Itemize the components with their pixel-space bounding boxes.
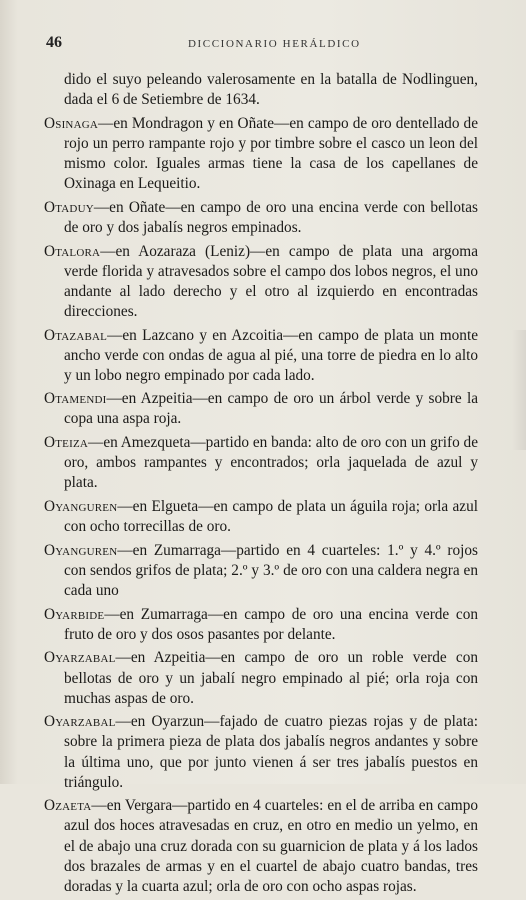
entry-name: Otamendi: [44, 390, 107, 408]
entry-text: —en Elgueta—en campo de plata un águila roja; orla azul con ocho torrecillas de oro.: [64, 498, 478, 536]
entry-text: dido el suyo peleando valerosamente en la batalla de Nodlinguen, dada el 6 de Setiembre de 1634.: [64, 71, 478, 109]
entry-oyarzabal-azpeitia: [44, 648, 478, 708]
page-edge-shadow: [512, 330, 526, 450]
entry-name: Otazabal: [44, 326, 108, 344]
dictionary-text: [44, 70, 478, 900]
running-head: DICCIONARIO HERÁLDICO: [188, 38, 361, 50]
entry-name: Ozaeta: [44, 797, 92, 815]
entry-oyanguren-elgueta: [44, 497, 478, 537]
entry-continuation: [44, 70, 478, 110]
entry-oyarzabal-oyarzun: [44, 712, 478, 792]
entry-text: —en Azpeitia—en campo de oro un árbol verde y sobre la copa una aspa roja.: [64, 390, 478, 428]
entry-text: —en Azpeitia—en campo de oro un roble verde con bellotas de oro y un jabalí negro empinado al pié; orla roja con muchas aspas de oro.: [64, 649, 478, 707]
entry-ozaeta: [44, 796, 478, 896]
entry-name: Otaduy: [44, 198, 94, 216]
entry-osinaga: [44, 114, 478, 194]
entry-name: Osinaga: [44, 114, 99, 132]
entry-text: —en Amezqueta—partido en banda: alto de oro con un grifo de oro, ambos rampantes y encontrados; orla jaquelada de azul y plata.: [64, 434, 478, 492]
entry-text: —en Zumarraga—partido en 4 cuarteles: 1.º y 4.º rojos con sendos grifos de plata; 2.º y 3.º de oro con una caldera negra en cada uno: [64, 541, 478, 599]
entry-oyanguren-zumarraga: [44, 541, 478, 601]
entry-otaduy: [44, 198, 478, 238]
entry-text: —en Vergara—partido en 4 cuarteles: en el de arriba en campo azul dos hoces atravesadas en cruz, en otro en medio un yelmo, en el de abajo una cruz dorada con su guarnicion de plata y á los lados dos brazales de armas y en el cuartel de abajo cuatro bandas, tres doradas y la cuarta azul; orla de oro con ocho aspas rojas.: [64, 797, 478, 895]
page-header: [46, 34, 502, 54]
entry-name: Oyarbide: [44, 605, 105, 623]
entry-text: —en Aozaraza (Leniz)—en campo de plata una argoma verde florida y atravesados sobre el campo dos lobos negros, el uno andante al lado derecho y el otro al izquierdo en encontradas direcciones.: [64, 242, 478, 320]
entry-name: Oteiza: [44, 434, 89, 452]
entry-name: Oyanguren: [44, 541, 118, 559]
entry-text: —en Zumarraga—en campo de oro una encina verde con fruto de oro y dos osos pasantes por delante.: [64, 605, 478, 643]
entry-oyarbide: [44, 605, 478, 645]
entry-text: —en Lazcano y en Azcoitia—en campo de plata un monte ancho verde con ondas de agua al pié, una torre de piedra en lo alto y un lobo negro empinado por cada lado.: [64, 326, 478, 384]
entry-otalora: [44, 242, 478, 322]
entry-name: Oyarzabal: [44, 649, 116, 667]
entry-text: —en Oyarzun—fajado de cuatro piezas rojas y de plata: sobre la primera pieza de plata dos jabalís negros andantes y sobre la última uno, que por junto vienen á ser tres jabalís puestos en triángulo.: [64, 713, 478, 791]
entry-otamendi: [44, 389, 478, 429]
entry-oteiza: [44, 433, 478, 493]
entry-text: —en Mondragon y en Oñate—en campo de oro dentellado de rojo un perro rampante rojo y por timbre sobre el casco un leon del mismo color. Iguales armas tiene la casa de los capellanes de Oxinaga en Lequeitio.: [64, 114, 478, 193]
entry-text: —en Oñate—en campo de oro una encina verde con bellotas de oro y dos jabalís negros empinados.: [64, 198, 478, 236]
entry-otazabal: [44, 326, 478, 386]
entry-name: Oyarzabal: [44, 713, 116, 731]
page-number: 46: [46, 34, 62, 51]
entry-name: Oyanguren: [44, 498, 118, 516]
entry-name: Otalora: [44, 242, 101, 260]
